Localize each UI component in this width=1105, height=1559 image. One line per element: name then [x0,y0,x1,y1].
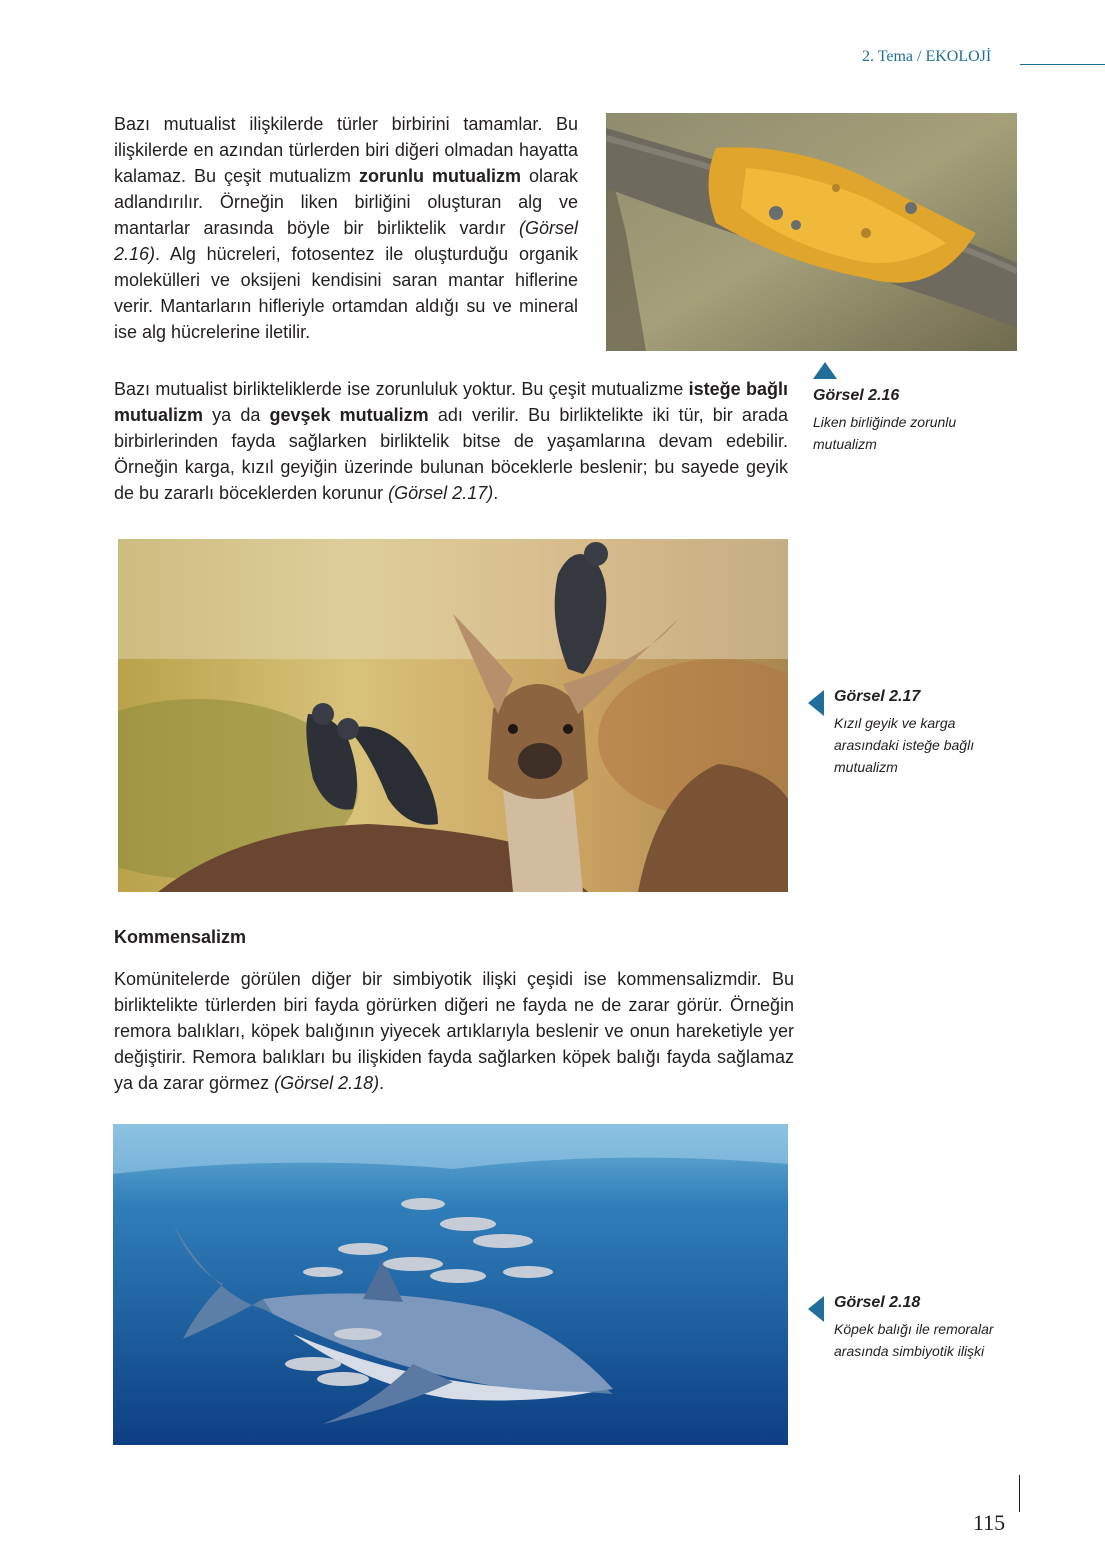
text-run: olarak adlandırılır. Örneğin liken birliğini oluşturan alg ve mantarlar arasında böyle bir birliktelik vardır [114,166,579,238]
text-run: Bazı mutualist ilişkilerde türler birbirini tamamlar. Bu ilişkilerde en azından türlerden biri diğeri olmadan hayatta kalamaz. Bu çeşit mutualizm [114,114,578,186]
section-heading-kommensalizm: Kommensalizm [114,927,247,947]
caption-triangle-icon [813,362,837,379]
caption-text: Köpek balığı ile remoralar arasında simbiyotik ilişki [834,1321,994,1359]
deer-crow-illustration [118,539,788,892]
text-run: Komünitelerde görülen diğer bir simbiyotik ilişki çeşidi ise kommensalizmdir. Bu birliktelikte türlerden biri fayda görürken diğeri ne fayda ne de zarar görür. Örneğin remora balıkları, köpek balığının yiyecek artıklarıyla beslenir ve onun hareketiyle yer değiştirir. Remora balıkları bu ilişkiden fayda sağlarken köpek balığı fayda sağlamaz ya da zarar görmez [114,969,794,1093]
paragraph-obligate-mutualism [114,111,578,345]
caption-text: Liken birliğinde zorunlu mutualizm [813,414,957,452]
figure-reference: (Görsel 2.18) [274,1073,380,1093]
figure-reference: (Görsel 2.16) [114,218,578,264]
caption-title: Görsel 2.16 [813,387,900,404]
shark-remora-photo [113,1124,788,1445]
shark-remora-illustration [113,1124,788,1445]
caption-title: Görsel 2.17 [834,688,921,705]
caption-title: Görsel 2.18 [834,1294,921,1311]
term-obligate-mutualism: zorunlu mutualizm [359,166,521,186]
header-title: 2. Tema / EKOLOJİ [862,48,992,65]
text-run: . [379,1073,385,1093]
text-run: Bazı mutualist birlikteliklerde ise zorunluluk yoktur. Bu çeşit mutualizme [114,379,689,399]
page-number-rule [1019,1475,1020,1512]
page-number: 115 [973,1510,1006,1535]
deer-crow-photo [118,539,788,892]
text-run: . Alg hücreleri, fotosentez ile oluşturduğu organik molekülleri ve oksijeni kendisini saran mantar hiflerine verir. Mantarların hifleriyle ortamdan aldığı su ve mineral ise alg hücrelerine iletilir. [114,244,578,342]
lichen-photo [606,113,1017,351]
lichen-illustration [606,113,1017,351]
header-rule [1020,64,1105,65]
text-run: adı verilir. Bu birliktelikte iki tür, bir arada birbirlerinden fayda sağlarken birliktelik bitse de yaşamlarına devam edebilir. Örneğin karga, kızıl geyiğin üzerinde bulunan böceklerle beslenir; bu sayede geyik de bu zararlı böceklerden korunur [114,405,788,503]
term-loose-mutualism: gevşek mutualizm [269,405,429,425]
paragraph-commensalism [114,966,794,1096]
paragraph-facultative-mutualism [114,376,788,506]
caption-triangle-icon [808,690,824,716]
text-run: . [493,483,499,503]
text-run: ya da [203,405,270,425]
caption-triangle-icon [808,1296,824,1322]
term-facultative-mutualism: isteğe bağlı mutualizm [114,379,788,425]
caption-text: Kızıl geyik ve karga arasındaki isteğe bağlı mutualizm [834,715,975,775]
figure-reference: (Görsel 2.17) [388,483,494,503]
